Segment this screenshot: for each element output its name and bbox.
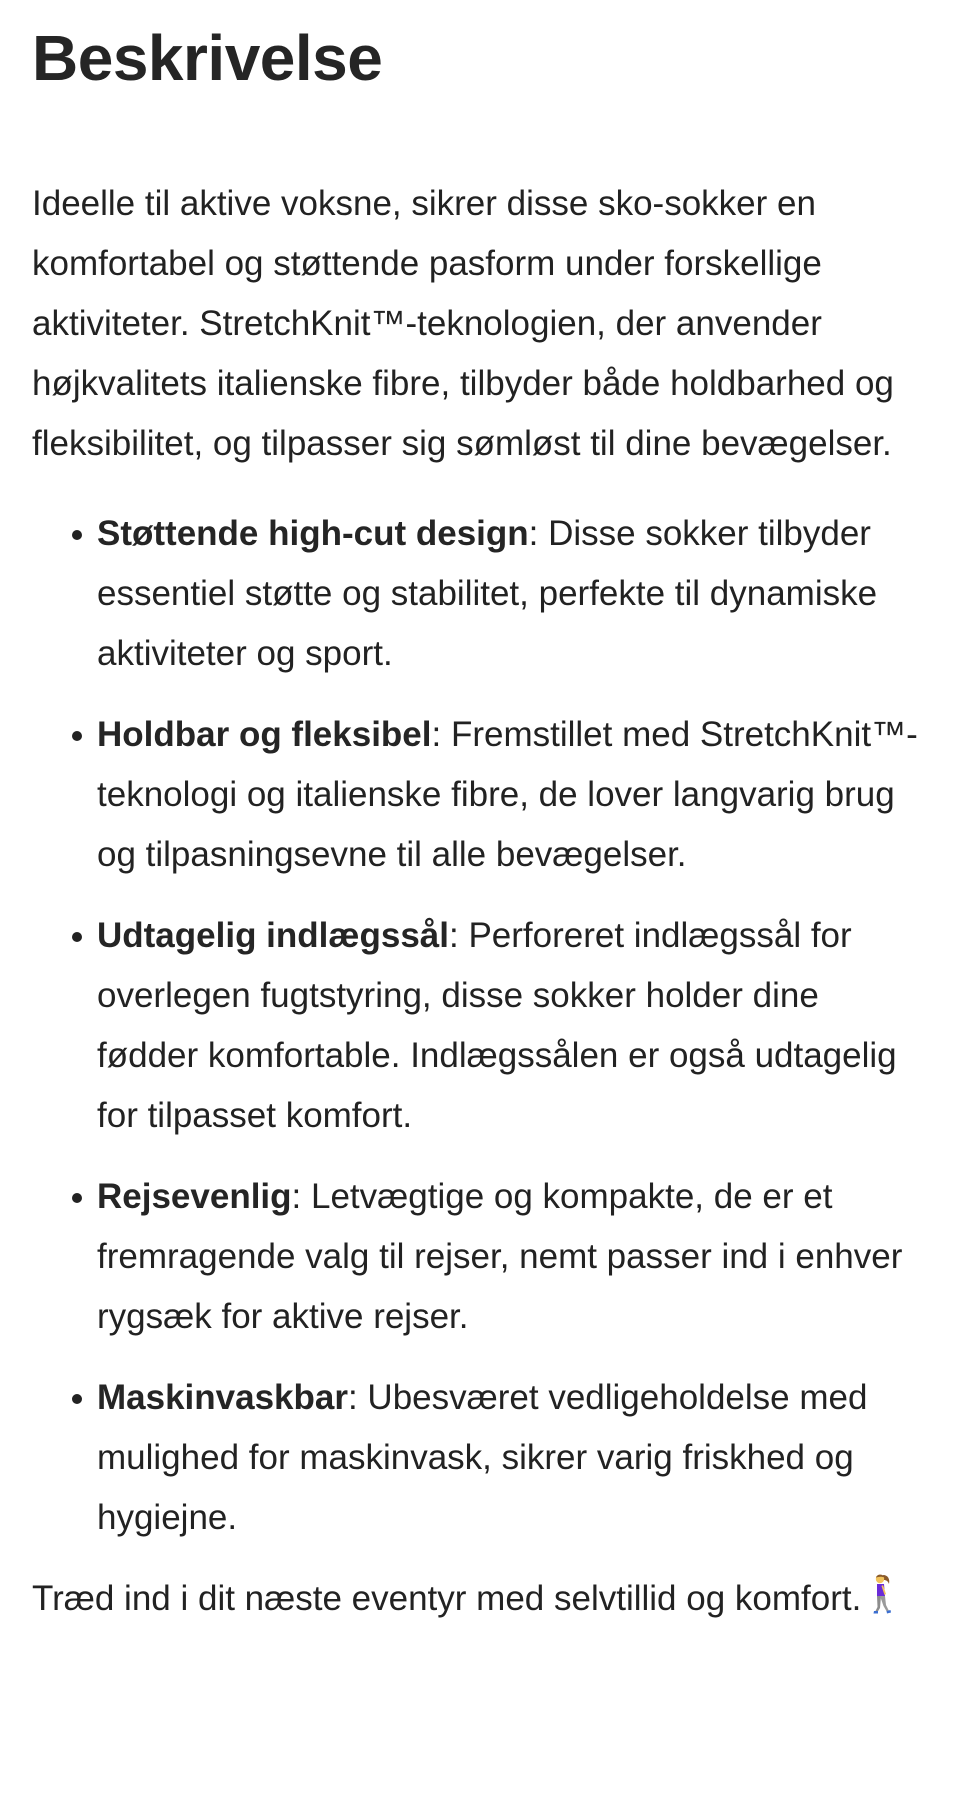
feature-title: Holdbar og fleksibel (97, 715, 432, 754)
feature-text: : Letvægtige og kompakte, de er et fremragende valg til rejser, nemt passer ind i enhver rygsæk for aktive rejser. (97, 1177, 903, 1336)
feature-title: Udtagelig indlægssål (97, 916, 449, 955)
feature-title: Rejsevenlig (97, 1177, 292, 1216)
outro-paragraph (32, 1569, 928, 1629)
section-title: Beskrivelse (32, 22, 383, 94)
feature-item (97, 906, 928, 1146)
woman-walking-icon (867, 1572, 895, 1616)
outro-text: Træd ind i dit næste eventyr med selvtillid og komfort. (32, 1579, 862, 1618)
feature-item (97, 1167, 928, 1347)
feature-text: : Ubesværet vedligeholdelse med mulighed for maskinvask, sikrer varig friskhed og hygiejne. (97, 1378, 868, 1537)
feature-text: : Perforeret indlægssål for overlegen fugtstyring, disse sokker holder dine fødder komfortable. Indlægssålen er også udtagelig for tilpasset komfort. (97, 916, 897, 1135)
feature-item (97, 705, 928, 885)
feature-item (97, 1368, 928, 1548)
feature-text: : Disse sokker tilbyder essentiel støtte og stabilitet, perfekte til dynamiske aktiviteter og sport. (97, 514, 878, 673)
feature-list (32, 504, 928, 1548)
intro-paragraph: Ideelle til aktive voksne, sikrer disse sko-sokker en komfortabel og støttende pasform under forskellige aktiviteter. StretchKnit™-teknologien, der anvender højkvalitets italienske fibre, tilbyder både holdbarhed og fleksibilitet, og tilpasser sig sømløst til dine bevægelser. (32, 184, 894, 463)
feature-title: Støttende high-cut design (97, 514, 529, 553)
feature-item (97, 504, 928, 684)
feature-title: Maskinvaskbar (97, 1378, 348, 1417)
feature-text: : Fremstillet med StretchKnit™-teknologi og italienske fibre, de lover langvarig brug og tilpasningsevne til alle bevægelser. (97, 715, 918, 874)
